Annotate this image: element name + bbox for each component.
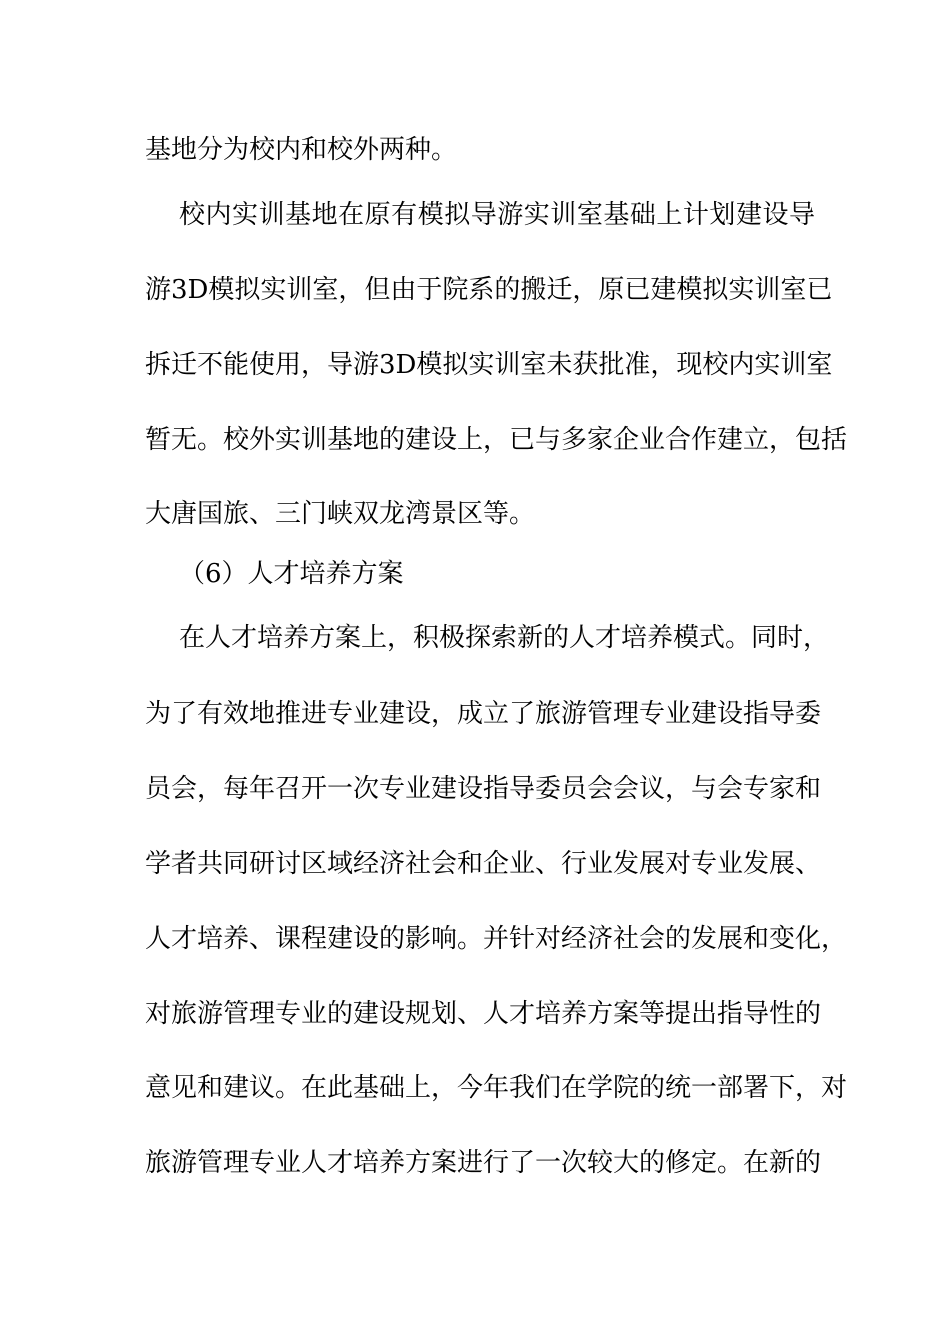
paragraph-line: 为了有效地推进专业建设，成立了旅游管理专业建设指导委 xyxy=(145,699,822,729)
paragraph-line: 基地分为校内和校外两种。 xyxy=(145,135,458,165)
paragraph-line: 暂无。校外实训基地的建设上，已与多家企业合作建立，包括 xyxy=(145,425,848,455)
section-heading: （6）人才培养方案 xyxy=(179,559,404,589)
paragraph-line: 意见和建议。在此基础上，今年我们在学院的统一部署下，对 xyxy=(145,1073,848,1103)
paragraph-line: 员会，每年召开一次专业建设指导委员会会议，与会专家和 xyxy=(145,774,822,804)
paragraph-line: 旅游管理专业人才培养方案进行了一次较大的修定。在新的 xyxy=(145,1148,822,1178)
paragraph-line: 学者共同研讨区域经济社会和企业、行业发展对专业发展、 xyxy=(145,849,822,879)
paragraph-line: 游3D模拟实训室，但由于院系的搬迁，原已建模拟实训室已 xyxy=(145,275,833,305)
paragraph-line: 对旅游管理专业的建设规划、人才培养方案等提出指导性的 xyxy=(145,999,822,1029)
paragraph-line: 大唐国旅、三门峡双龙湾景区等。 xyxy=(145,499,536,529)
paragraph-line: 拆迁不能使用，导游3D模拟实训室未获批准，现校内实训室 xyxy=(145,350,833,380)
paragraph-line: 在人才培养方案上，积极探索新的人才培养模式。同时， xyxy=(179,623,830,653)
paragraph-line: 人才培养、课程建设的影响。并针对经济社会的发展和变化， xyxy=(145,924,848,954)
paragraph-line: 校内实训基地在原有模拟导游实训室基础上计划建设导 xyxy=(179,200,815,230)
